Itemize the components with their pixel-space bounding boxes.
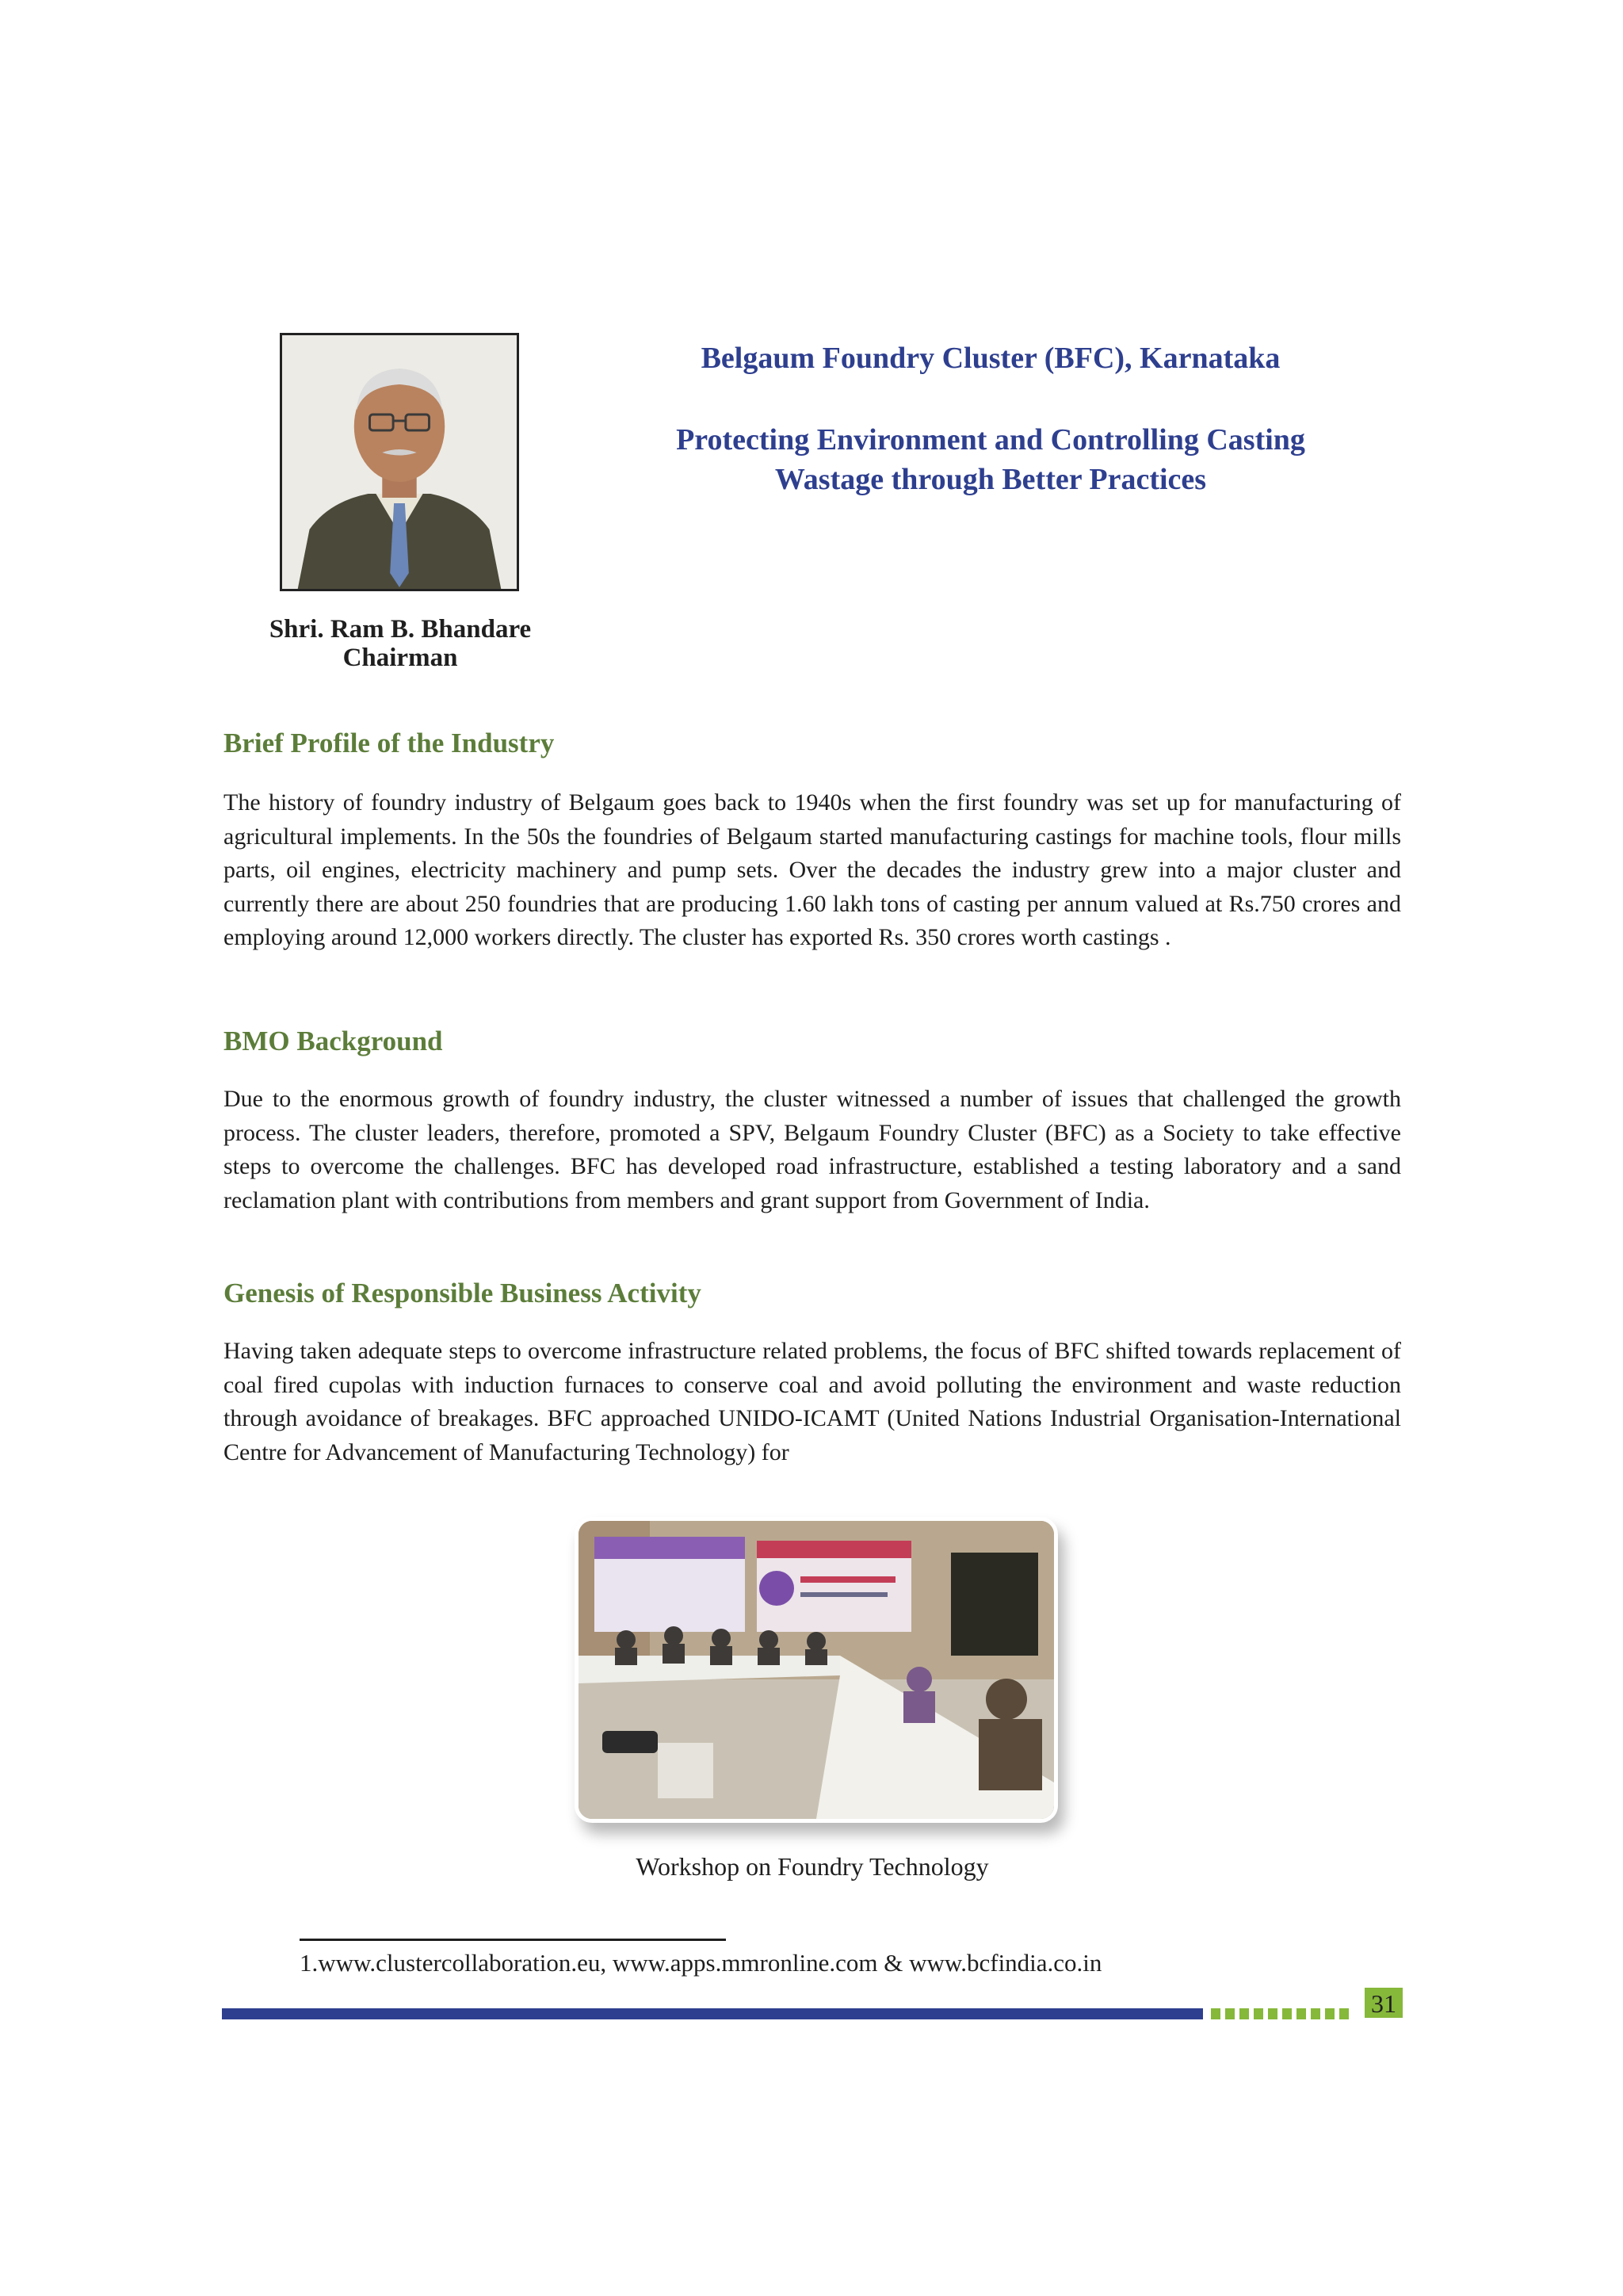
workshop-photo [575, 1517, 1058, 1823]
paragraph-genesis: Having taken adequate steps to overcome infrastructure related problems, the focus of BFC shifted towards replacement of coal fired cupolas with induction furnaces to conserve coal and avoid polluting the environment and waste reduction through avoidance of breakages. BFC approached UNIDO-ICAMT (United Nations Industrial Organisation-International Centre for Advancement of Manufacturing Technology) for [223, 1338, 1401, 1465]
footer-dot [1339, 2008, 1349, 2019]
workshop-photo-image [579, 1521, 1054, 1819]
footer-dot [1225, 2008, 1235, 2019]
footer-dot [1296, 2008, 1306, 2019]
heading-brief-profile: Brief Profile of the Industry [223, 728, 555, 758]
chairman-portrait [280, 333, 519, 591]
page-title: Belgaum Foundry Cluster (BFC), Karnataka [701, 342, 1281, 375]
footer-dot [1268, 2008, 1277, 2019]
profile-name: Shri. Ram B. Bhandare [269, 615, 532, 644]
footer-dot [1311, 2008, 1320, 2019]
footnote-divider [300, 1939, 726, 1941]
photo-caption: Workshop on Foundry Technology [636, 1852, 989, 1881]
portrait-image [282, 335, 517, 589]
page-subtitle-line-1: Protecting Environment and Controlling Casting [676, 423, 1305, 457]
footnote: 1.www.clustercollaboration.eu, www.apps.mmronline.com & www.bcfindia.co.in [300, 1949, 1102, 1977]
paragraph-bmo-background: Due to the enormous growth of foundry industry, the cluster witnessed a number of issues that challenged the growth process. The cluster leaders, therefore, promoted a SPV, Belgaum Foundry Cluster (BFC) as a Society to take effective steps to overcome the challenges. BFC has developed road infrastructure, established a testing laboratory and a sand reclamation plant with contributions from members and grant support from Government of India. [223, 1086, 1401, 1213]
page-number: 31 [1365, 1988, 1403, 2018]
paragraph-brief-profile: The history of foundry industry of Belgaum goes back to 1940s when the first foundry was set up for manufacturing of agricultural implements. In the 50s the foundries of Belgaum started manufacturing castings for machine tools, flour mills parts, oil engines, electricity machinery and pump sets. Over the decades the industry grew into a major cluster and currently there are about 250 foundries that are producing 1.60 lakh tons of casting per annum valued at Rs.750 crores and employing around 12,000 workers directly. The cluster has exported Rs. 350 crores worth castings . [223, 789, 1401, 950]
footer-dot [1282, 2008, 1292, 2019]
footer-dot [1325, 2008, 1335, 2019]
heading-genesis: Genesis of Responsible Business Activity [223, 1278, 701, 1308]
profile-role: Chairman [342, 644, 458, 672]
heading-bmo-background: BMO Background [223, 1026, 443, 1056]
profile-caption [238, 615, 563, 672]
page-subtitle [602, 420, 1379, 499]
footer-dot [1254, 2008, 1263, 2019]
footer-dot [1211, 2008, 1220, 2019]
footer-dot [1239, 2008, 1249, 2019]
page-subtitle-line-2: Wastage through Better Practices [774, 463, 1207, 496]
page-footer-bar [222, 2008, 1203, 2019]
page-footer-dots [1211, 2008, 1349, 2019]
